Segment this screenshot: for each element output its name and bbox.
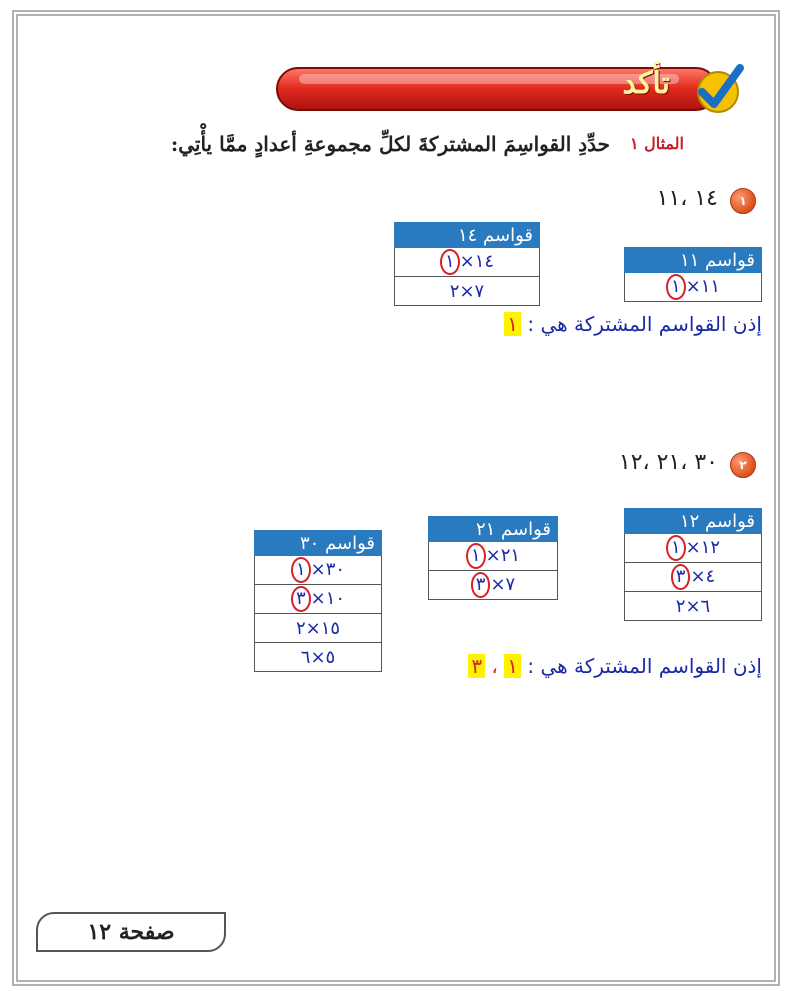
common-factor-highlight: ١ [504,312,521,336]
problem-1-badge: ١ [730,188,756,214]
banner-title: تأكد [622,66,670,101]
table-row: ٧×٢ [395,277,540,306]
problem-2-numbers: ٣٠ ،٢١ ،١٢ [618,450,718,475]
table-row: ٤×٣ [625,563,762,592]
factors-table-14 [394,222,540,306]
circled-factor: ١ [666,535,686,561]
problem-2-badge: ٢ [730,452,756,478]
table-row: ٦×٢ [625,592,762,621]
common-factor-highlight: ١ [504,654,521,678]
factors-table-21 [428,516,558,600]
problem-1-numbers: ١٤ ،١١ [656,186,718,211]
factors-table-30 [254,530,382,672]
checkmark-icon [688,58,748,118]
table-row: ١٠×٣ [255,585,382,614]
table-row: ١٢×١ [625,534,762,563]
instruction-heading: حدِّدِ القواسِمَ المشتركةَ لكلِّ مجموعةِ أعدادٍ ممَّا يأْتِي: [170,132,610,156]
table-row: ١٥×٢ [255,614,382,643]
circled-factor: ١ [440,249,460,275]
problem-1-result: إذن القواسم المشتركة هي : ١ [400,312,762,336]
circled-factor: ١ [466,543,486,569]
factors-table-11 [624,247,762,302]
table-header: قواسم ٣٠ [255,531,382,556]
table-row: ١١×١ [625,273,762,302]
table-row: ١٤×١ [395,248,540,277]
table-row: ٣٠×١ [255,556,382,585]
table-header: قواسم ٢١ [429,517,558,542]
circled-factor: ٣ [291,586,311,612]
table-row: ٢١×١ [429,542,558,571]
check-banner [275,60,745,118]
circled-factor: ١ [666,274,686,300]
circled-factor: ٣ [671,564,691,590]
factors-table-12 [624,508,762,621]
table-row: ٧×٣ [429,571,558,600]
table-header: قواسم ١١ [625,248,762,273]
page-number-tab: صفحة ١٢ [36,912,226,952]
circled-factor: ٣ [471,572,491,598]
circled-factor: ١ [291,557,311,583]
example-label: المثال ١ [629,134,684,153]
common-factor-highlight: ٣ [468,654,485,678]
problem-2-result: إذن القواسم المشتركة هي : ١ ، ٣ [400,654,762,678]
page-frame [12,10,780,986]
table-row: ٥×٦ [255,643,382,672]
table-header: قواسم ١٢ [625,509,762,534]
table-header: قواسم ١٤ [395,223,540,248]
